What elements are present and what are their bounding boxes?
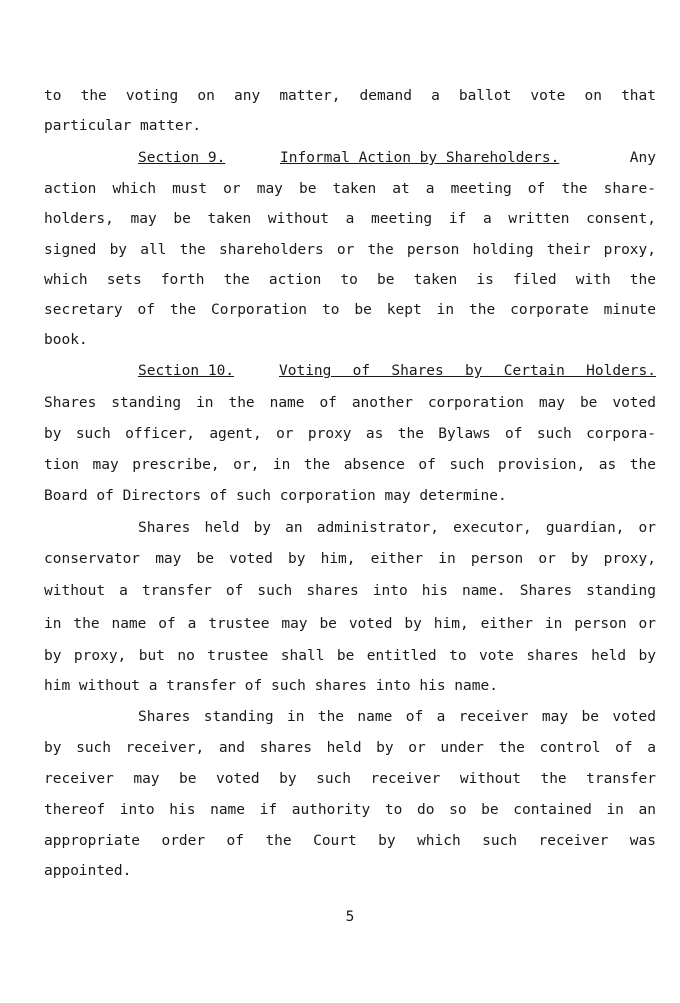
body-line: by proxy, but no trustee shall be entitled to vote shares held by (44, 648, 656, 664)
body-line: thereof into his name if authority to do so be contained in an (44, 802, 656, 818)
body-line: receiver may be voted by such receiver without the transfer (44, 771, 656, 787)
body-line: action which must or may be taken at a meeting of the share- (44, 181, 656, 197)
paragraph-first-line: Shares held by an administrator, executor, guardian, or (138, 520, 656, 536)
body-line: book. (44, 332, 88, 348)
section-10-title: Voting of Shares by Certain Holders. (279, 363, 656, 379)
section-9-heading (44, 148, 656, 168)
body-line: appropriate order of the Court by which such receiver was (44, 833, 656, 849)
body-line: to the voting on any matter, demand a ballot vote on that (44, 88, 656, 104)
body-line: without a transfer of such shares into his name. Shares standing (44, 583, 656, 599)
body-line: in the name of a trustee may be voted by him, either in person or (44, 616, 656, 632)
section-10-heading (44, 361, 656, 381)
body-line: holders, may be taken without a meeting if a written consent, (44, 211, 656, 227)
body-line: Shares standing in the name of another corporation may be voted (44, 395, 656, 411)
paragraph-first-line: Shares standing in the name of a receiver may be voted (138, 709, 656, 725)
body-line: signed by all the shareholders or the person holding their proxy, (44, 242, 656, 258)
body-line: by such receiver, and shares held by or under the control of a (44, 740, 656, 756)
section-10-number: Section 10. (138, 363, 235, 379)
body-line: him without a transfer of such shares into his name. (44, 678, 498, 694)
body-line: particular matter. (44, 118, 202, 134)
section-9-number: Section 9. (138, 150, 226, 166)
section-9-title: Informal Action by Shareholders. (280, 150, 560, 166)
body-line: conservator may be voted by him, either in person or by proxy, (44, 551, 656, 567)
body-line: by such officer, agent, or proxy as the Bylaws of such corpora- (44, 426, 656, 442)
body-line: appointed. (44, 863, 132, 879)
page-number: 5 (345, 909, 355, 925)
body-line: which sets forth the action to be taken is filed with the (44, 272, 656, 288)
body-line: Board of Directors of such corporation may determine. (44, 488, 507, 504)
section-9-continuation: Any (629, 150, 656, 166)
body-line: secretary of the Corporation to be kept in the corporate minute (44, 302, 656, 318)
body-line: tion may prescribe, or, in the absence of such provision, as the (44, 457, 656, 473)
